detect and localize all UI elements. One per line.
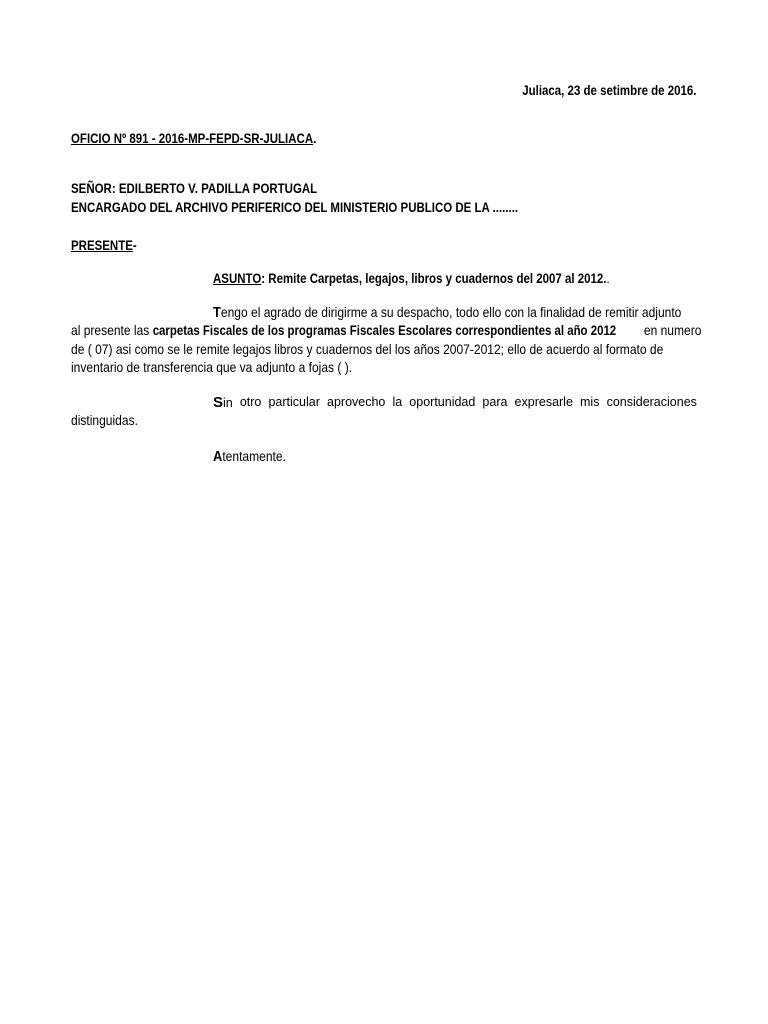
paragraph-1-line-1 <box>213 304 758 321</box>
paragraph-2-line-1 <box>213 394 697 412</box>
oficio-number: OFICIO Nº 891 - 2016-MP-FEPD-SR-JULIACA <box>71 130 314 146</box>
paragraph-2-initial: S <box>213 394 224 411</box>
paragraph-2-line-1-words <box>213 394 697 412</box>
paragraph-1-line-2-start: al presente las <box>71 322 153 338</box>
asunto-label: ASUNTO <box>213 270 262 286</box>
paragraph-2-word: particular <box>268 395 320 409</box>
presente-line <box>71 237 151 254</box>
paragraph-2-word: la <box>392 395 403 409</box>
paragraph-1-line-2-end: en numero <box>640 322 702 338</box>
paragraph-1-line-4-text: inventario de transferencia que va adjunto a fojas ( ). <box>71 359 353 375</box>
paragraph-2-line-2-text: distinguidas. <box>71 412 138 428</box>
paragraph-2-word: consideraciones <box>606 395 697 409</box>
closing-line <box>213 448 298 465</box>
date-line <box>484 82 696 99</box>
oficio-suffix: . <box>313 130 317 146</box>
closing-initial: A <box>213 448 223 465</box>
paragraph-2-word: mis <box>580 395 600 409</box>
closing-text: tentamente. <box>222 448 286 464</box>
addressee-name-text: SEÑOR: EDILBERTO V. PADILLA PORTUGAL <box>71 180 318 196</box>
paragraph-1-line-3-text: de ( 07) asi como se le remite legajos libros y cuadernos del los años 2007-2012; ello de acuerdo al formato de <box>71 341 664 357</box>
paragraph-2-word: oportunidad <box>409 395 476 409</box>
paragraph-1-line-2-bold: carpetas Fiscales de los programas Fiscales Escolares correspondientes al año 2012 <box>152 322 617 338</box>
addressee-title-text: ENCARGADO DEL ARCHIVO PERIFERICO DEL MINISTERIO PUBLICO DE LA ........ <box>71 199 519 215</box>
addressee-title <box>71 199 616 216</box>
asunto-line <box>213 270 697 287</box>
paragraph-2-word: aprovecho <box>327 395 386 409</box>
oficio-reference <box>71 130 370 147</box>
paragraph-1-line-3 <box>71 341 760 358</box>
presente-suffix: - <box>132 237 137 253</box>
paragraph-2-word: Sin <box>213 394 233 411</box>
asunto-trail: . <box>606 270 610 286</box>
paragraph-1-line-2 <box>71 322 768 339</box>
addressee-name <box>71 180 371 197</box>
presente-label: PRESENTE <box>71 237 133 253</box>
paragraph-2-word: expresarle <box>514 395 573 409</box>
paragraph-2-line-2 <box>71 412 149 429</box>
paragraph-1-line-1-text: engo el agrado de dirigirme a su despacho, todo ello con la finalidad de remitir adjunto <box>220 304 682 320</box>
paragraph-2-word: para <box>482 395 508 409</box>
paragraph-1-line-4 <box>71 359 398 376</box>
paragraph-2-word: otro <box>239 395 262 409</box>
date-text: Juliaca, 23 de setimbre de 2016. <box>521 82 696 98</box>
paragraph-1-initial: T <box>213 304 221 321</box>
asunto-text: : Remite Carpetas, legajos, libros y cuadernos del 2007 al 2012. <box>261 270 607 286</box>
